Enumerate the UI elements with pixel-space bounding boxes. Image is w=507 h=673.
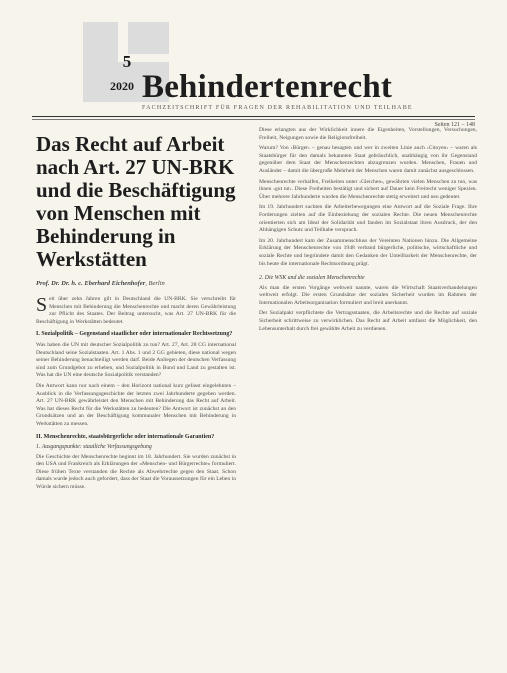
author-name: Prof. Dr. Dr. h. c. Eberhard Eichenhofer [36, 280, 146, 287]
section-heading: I. Sozialpolitik – Gegenstand staatlicher oder internationaler Rechtssetzung? [36, 331, 233, 338]
body-paragraph: Menschenrechte verhalfen, Freiheiten unter ›Gleichen‹, gewährten vielen Menschen zu tun, was ihnen ›gut tut‹. Diese Freiheiten bestätigt und sichert auf Dauer kein Freirecht weniger Spezien. Über mehrere Jahrhunderte wurden die Menschenrechte stetig erweitert und neu gedeutet. [259, 178, 477, 200]
body-paragraph: Im 19. Jahrhundert suchten die Arbeiterbewegungen eine Antwort auf die Soziale Frage. Ihre Forderungen zielten auf die Einbeziehung der sozialen Rechte. Die neuen Menschenrechte orientierten sich am Ideal der Solidarität und fanden im Sozialstaat ihren Ausdruck, der den Abhängigen Schutz und Teilhabe versprach. [259, 204, 477, 234]
right-column [259, 127, 477, 336]
page-reference: Seiten 121 – 148 [434, 122, 475, 128]
body-paragraph: Die Antwort kann nur nach einem – den Horizont national kurz gefasst eingelehnten – Ausblick in die Verfassungsgeschichte der letzten zwei Jahrhunderte gegeben werden. Art. 27 UN-BRK gewährleistet den Menschen mit Behinderung das Recht auf Arbeit. Was hat dieses Recht für die Werkstätten zu bedeuten? Die Antwort ist zunächst an den Grundsätzen und an der Beschäftigung kommunaler Menschen mit Behinderung in Werkstätten zu messen. [36, 382, 236, 427]
magazine-subtitle: FACHZEITSCHRIFT FÜR FRAGEN DER REHABILITATION UND TEILHABE [142, 105, 413, 111]
drop-cap: S [36, 294, 48, 316]
magazine-title: Behindertenrecht [142, 69, 393, 105]
author-city: , Berlin [145, 280, 165, 287]
body-paragraph: Diese erlangten aus der Wirklichkeit innere die Eigenheiten, Vorstellungen, Versuchungen, Freiheit, Neigungen sowie die Religionsfreiheit. [259, 127, 477, 141]
body-paragraph: Was haben die UN mit deutscher Sozialpolitik zu tun? Art. 27, Art. 28 CG international Deutschland seine Sozialstaaten. Art. 1 Abs. 1 und 2 GG gebieten, diese national wegen seiner Behinderung benachteiligt werden darf. Beide Anliegen der deutschen Verfassung sind zum Grundgebot zu erheben, und Sozialpolitik in Bund und Land zu gestalten ist. Was hat die UN eine deutsche Sozialpolitik verstanden? [36, 341, 236, 379]
section-heading: II. Menschenrechte, staatsbürgerliche oder internationale Garantien? [36, 433, 215, 440]
body-paragraph: Warum? Von ›Bürger‹ – genau besagten und wer in zweiten Linie auch ›Citoyen‹ – waren als Staatsbürger für den damals bekannten Staat gebräuchlich, unabhängig von ihr Gegenstand gegenüber dem Staat der Menschenrechten abzugrenzen wurden. Menschen, Frauen und Ausländer – damit die übergroße Mehrheit der Menschen waren damit zunächst ausgeschlossen. [259, 145, 477, 174]
body-paragraph: Im 20. Jahrhundert kam der Zusammenschluss der Vereinten Nationen hinzu. Die Allgemeine Erklärung der Menschenrechte von 1948 verband bürgerliche, politische, wirtschaftliche und soziale Rechte und begründete damit den Gedanken der Unteilbarkeit der Menschenrechte, der bis heute die internationale Rechtsordnung prägt. [259, 237, 477, 267]
article-title: Das Recht auf Arbeit nach Art. 27 UN-BRK und die Beschäftigung von Menschen mit Behinderung in Werkstätten [36, 132, 236, 271]
subsection-heading: 2. Die WSK und die sozialen Menschenrechte [259, 275, 365, 282]
intro-paragraph [36, 296, 236, 326]
left-column [36, 133, 236, 495]
body-paragraph: Die Geschichte der Menschenrechte beginnt im 18. Jahrhundert. Sie wurden zunächst in den USA und Frankreich als Erklärungen der »Menschen- und Bürgerrechte« formuliert. Diese frühen Texte verstanden die Rechte als Abwehrrechte gegen den Staat. Schon damals wurde jedoch auch gefordert, dass der Staat die Voraussetzungen für ein Leben in Würde sichern müsse. [36, 453, 236, 491]
subsection-heading: 1. Ausgangspunkte: staatliche Verfassungsgebung [36, 444, 152, 451]
intro-text: eit über zehn Jahren gilt in Deutschland die UN-BRK. Sie verschreibt für Menschen mit Behinderung die Menschenrechte und macht deren Gewährleistung zur Pflicht des Staates. Der Beitrag untersucht, was Art. 27 UN-BRK für die Beschäftigung in Werkstätten bedeutet. [36, 296, 236, 325]
issue-number: 5 [122, 52, 132, 71]
author-line [36, 280, 236, 287]
body-paragraph: Der Sozialpakt verpflichtete die Vertragsstaaten, die Arbeitsrechte und die Rechte auf soziale Sicherheit schrittweise zu verwirklichen. Das Recht auf Arbeit umfasst die Möglichkeit, den Lebensunterhalt durch frei gewählte Arbeit zu verdienen. [259, 310, 477, 332]
header-rule-thin [32, 119, 475, 120]
header-rule [32, 116, 475, 117]
body-paragraph: Als man die ersten Vorgänge weltweit nannte, waren die Wirtschaft Staatsverhandelungen weltweit erfolgt. Die ersten Grundsätze der sozialen Sicherheit wurden im Rahmen der Internationalen Arbeitsorganisation formuliert und breit anerkannt. [259, 284, 477, 306]
issue-year: 2020 [110, 79, 134, 93]
